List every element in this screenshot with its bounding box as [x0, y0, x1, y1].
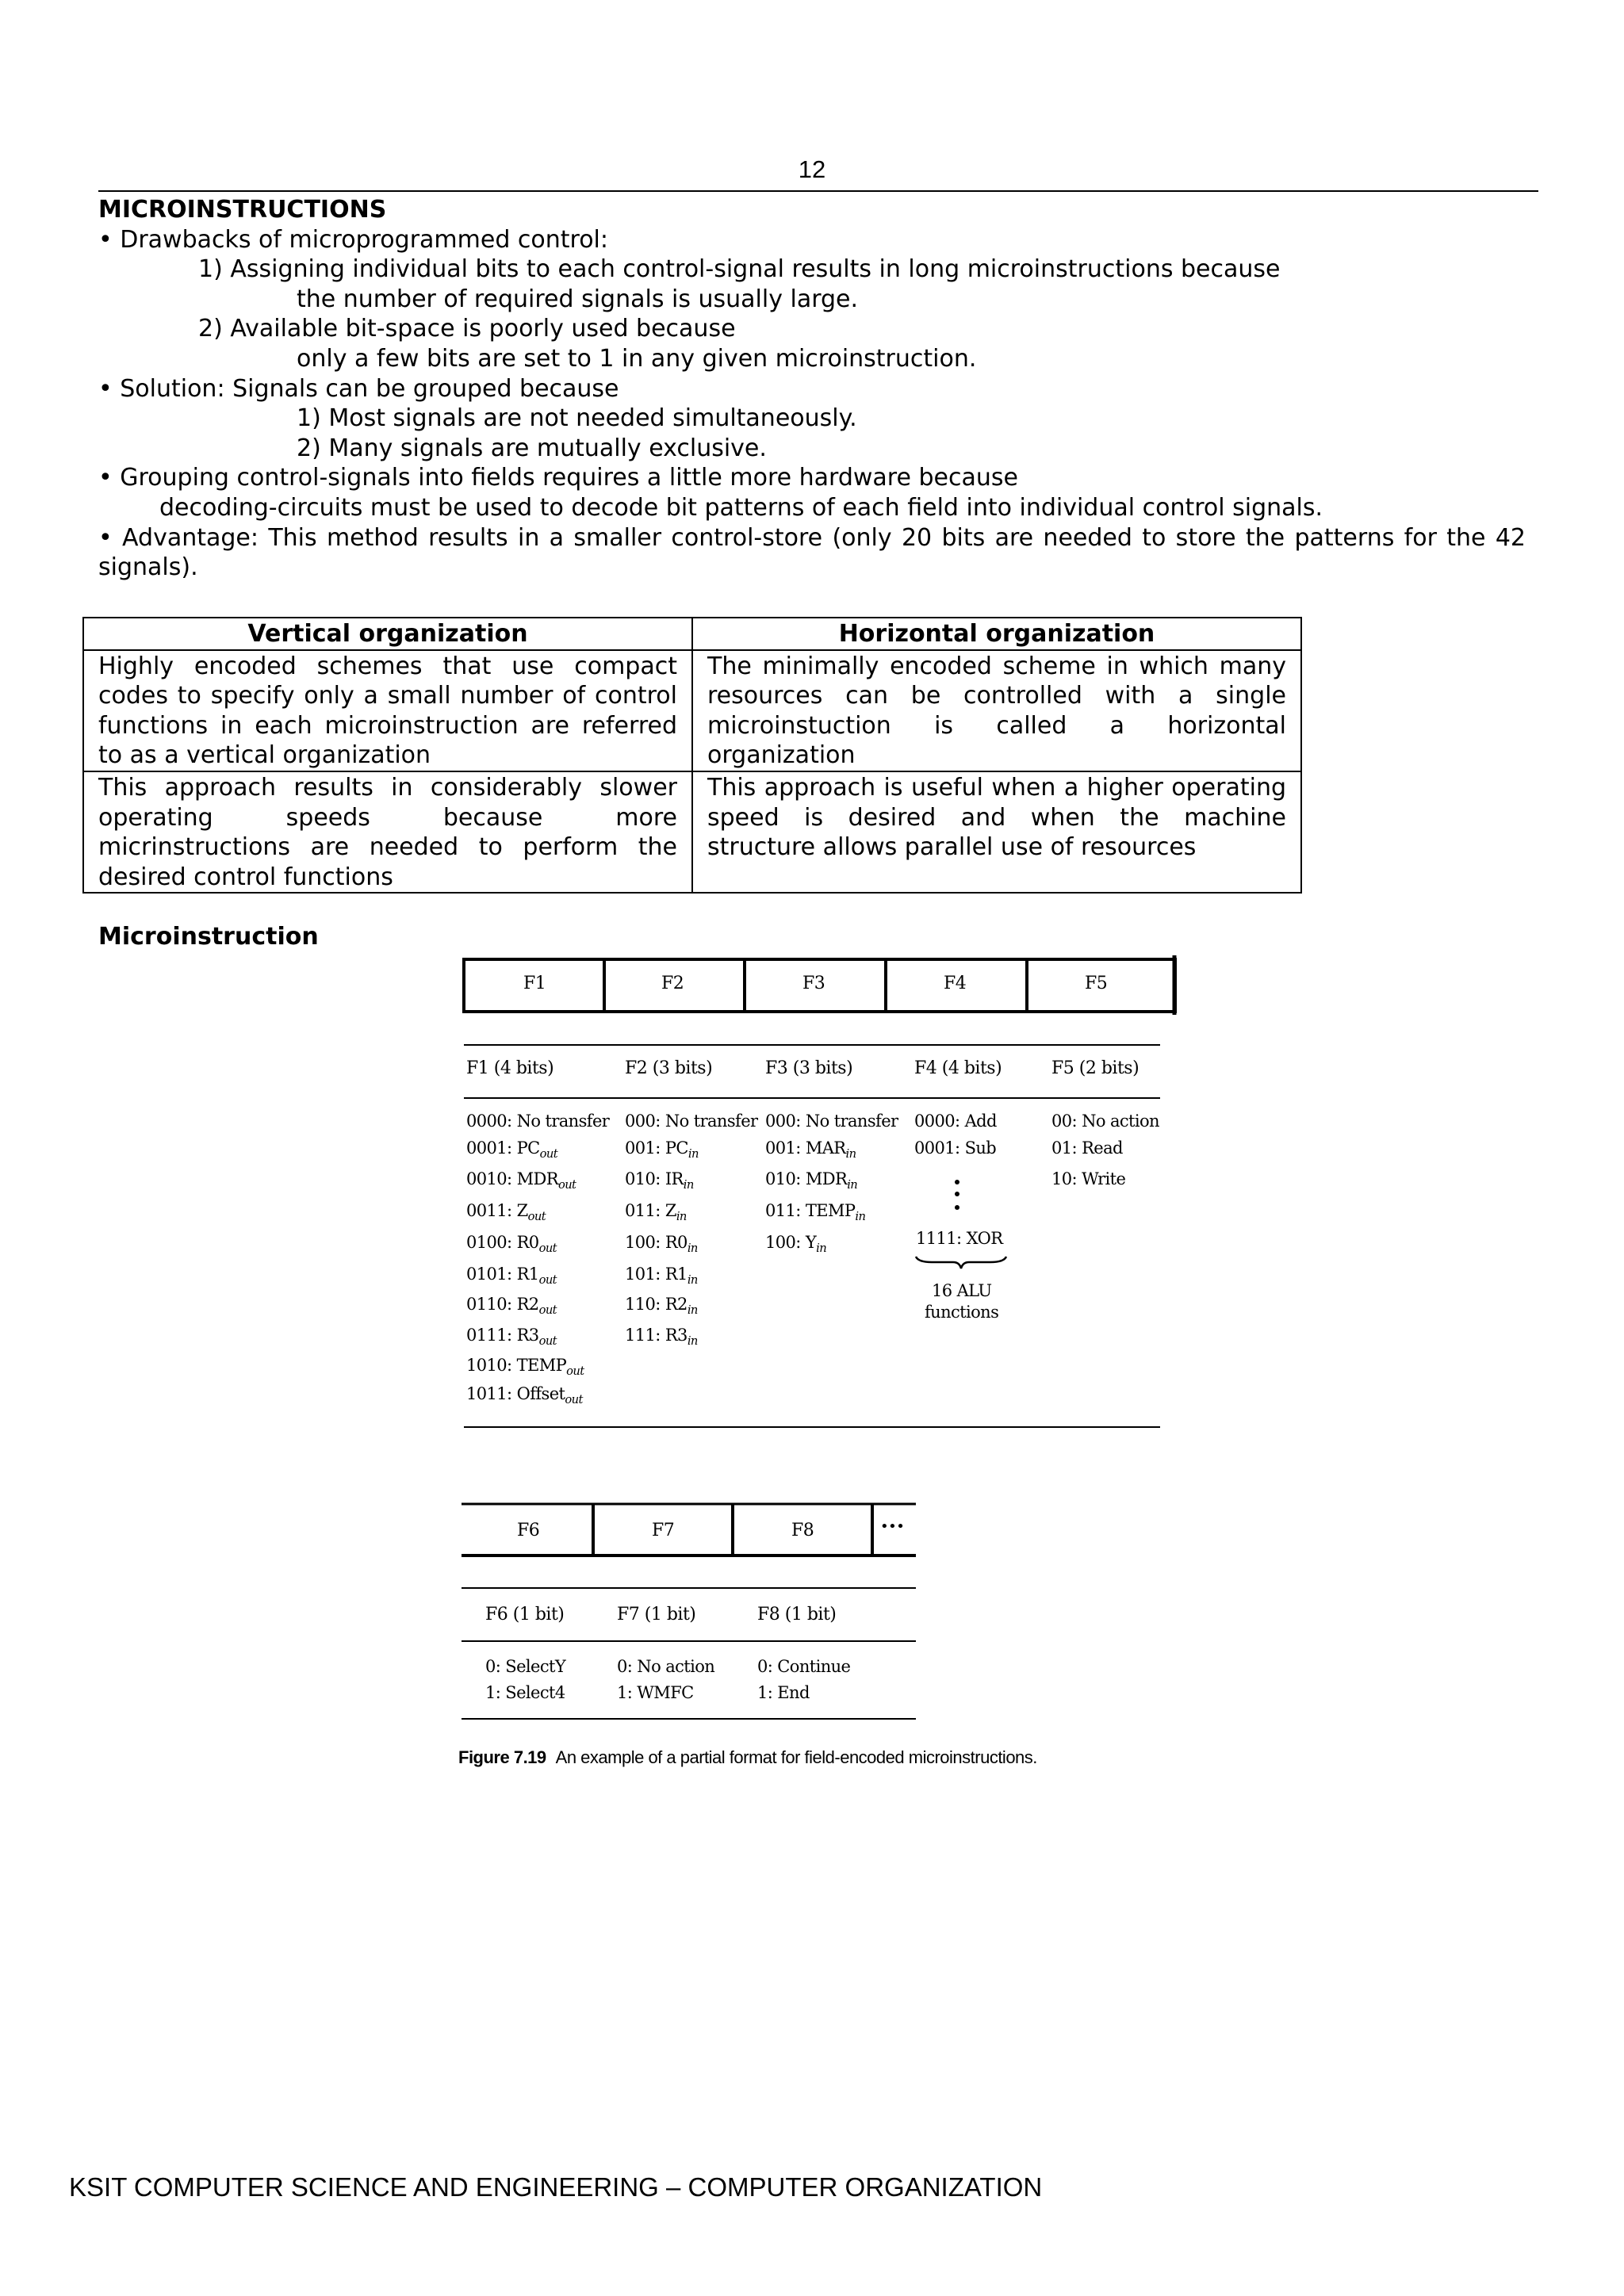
- column-header-f2: F2 (3 bits): [625, 1058, 713, 1078]
- list-item: 1010: $TEMP_{out}$: [466, 1356, 584, 1379]
- section-heading: MICROINSTRUCTIONS: [98, 196, 387, 224]
- ellipsis-dots: [955, 1180, 959, 1210]
- field-label-f3: F3: [802, 974, 825, 993]
- solution-point-1: 1) Most signals are not needed simultaneously.: [297, 404, 857, 433]
- vertical-header: Vertical organization: [83, 618, 692, 650]
- field-label-more: •••: [880, 1518, 905, 1535]
- field-label-f7: F7: [652, 1521, 675, 1540]
- drawback-item-1-cont: the number of required signals is usually large.: [297, 285, 859, 313]
- list-item: 000: No transfer: [765, 1112, 898, 1131]
- list-item: 0110: $R2_{out}$: [466, 1295, 557, 1318]
- list-item: 100: $Y_{in}$: [765, 1233, 827, 1256]
- advantage-paragraph: • Advantage: This method results in a smaller control-store (only 20 bits are needed to store the patterns for the 42 signals).: [98, 523, 1526, 582]
- list-item: 0010: $MDR_{out}$: [466, 1169, 576, 1192]
- list-item: 0: Continue: [757, 1657, 851, 1676]
- list-item: 1: WMFC: [617, 1683, 694, 1702]
- column-header-f6: F6 (1 bit): [485, 1605, 565, 1624]
- alu-note-line-1: 16 ALU: [932, 1281, 992, 1300]
- list-item: 0000: Add: [914, 1112, 997, 1131]
- list-item: 1: Select4: [485, 1683, 565, 1702]
- list-item: 010: $IR_{in}$: [625, 1169, 694, 1192]
- column-header-f1: F1 (4 bits): [466, 1058, 554, 1078]
- list-item: 001: $MAR_{in}$: [765, 1138, 856, 1161]
- list-item: 0001: Sub: [914, 1138, 997, 1158]
- microinstruction-label: Microinstruction: [98, 923, 319, 951]
- list-item: 01: Read: [1051, 1138, 1123, 1158]
- alu-note-line-2: functions: [925, 1303, 999, 1322]
- list-item: 100: $R0_{in}$: [625, 1233, 698, 1256]
- column-header-f7: F7 (1 bit): [617, 1605, 696, 1624]
- grouping-line-1: • Grouping control-signals into fields requires a little more hardware because: [98, 464, 1018, 492]
- solution-point-2: 2) Many signals are mutually exclusive.: [297, 434, 767, 462]
- field-label-f4: F4: [944, 974, 967, 993]
- column-header-f3: F3 (3 bits): [765, 1058, 853, 1078]
- list-item: 110: $R2_{in}$: [625, 1295, 698, 1318]
- field-label-f5: F5: [1085, 974, 1108, 993]
- list-item: 101: $R1_{in}$: [625, 1265, 698, 1288]
- figure-caption-text: An example of a partial format for field-encoded microinstructions.: [555, 1747, 1037, 1767]
- list-item: 0000: No transfer: [466, 1112, 610, 1131]
- grouping-line-2: decoding-circuits must be used to decode bit patterns of each field into individual control signals.: [159, 493, 1323, 522]
- list-item: 0111: $R3_{out}$: [466, 1326, 557, 1349]
- list-item: 010: $MDR_{in}$: [765, 1169, 858, 1192]
- list-item: 0100: $R0_{out}$: [466, 1233, 557, 1256]
- field-label-f6: F6: [517, 1521, 540, 1540]
- column-header-f5: F5 (2 bits): [1051, 1058, 1139, 1078]
- list-item: 1: End: [757, 1683, 810, 1702]
- list-item: 000: No transfer: [625, 1112, 758, 1131]
- drawback-item-1: 1) Assigning individual bits to each control-signal results in long microinstructions because: [198, 255, 1281, 284]
- horizontal-header: Horizontal organization: [692, 618, 1301, 650]
- table-cell: Highly encoded schemes that use compact codes to specify only a small number of control functions in each microinstruction are referred to as a vertical organization: [83, 650, 692, 771]
- column-header-f4: F4 (4 bits): [914, 1058, 1002, 1078]
- list-item: 10: Write: [1051, 1169, 1126, 1188]
- list-item: 001: $PC_{in}$: [625, 1138, 699, 1161]
- page-number: 12: [798, 155, 826, 183]
- figure-caption: [458, 1747, 1037, 1768]
- list-item: 1111: XOR: [916, 1229, 1003, 1248]
- table-cell: The minimally encoded scheme in which many resources can be controlled with a single microinstuction is called a horizontal organization: [692, 650, 1301, 771]
- column-header-f8: F8 (1 bit): [757, 1605, 837, 1624]
- list-item: 0011: $Z_{out}$: [466, 1201, 546, 1224]
- list-item: 111: $R3_{in}$: [625, 1326, 698, 1349]
- list-item: 011: $Z_{in}$: [625, 1201, 687, 1224]
- list-item: 1011: Offset$_{out}$: [466, 1384, 583, 1407]
- drawback-item-2-cont: only a few bits are set to 1 in any given microinstruction.: [297, 344, 977, 373]
- table-cell: This approach is useful when a higher operating speed is desired and when the machine structure allows parallel use of resources: [692, 771, 1301, 893]
- table-cell: This approach results in considerably slower operating speeds because more micrinstructions are needed to perform the desired control functions: [83, 771, 692, 893]
- list-item: 0101: $R1_{out}$: [466, 1265, 557, 1288]
- field-label-f1: F1: [523, 974, 546, 993]
- figure-caption-label: Figure 7.19: [458, 1747, 546, 1767]
- list-item: 0: No action: [617, 1657, 715, 1676]
- list-item: 011: $TEMP_{in}$: [765, 1201, 866, 1224]
- drawback-item-2: 2) Available bit-space is poorly used because: [198, 315, 736, 343]
- list-item: 00: No action: [1051, 1112, 1159, 1131]
- drawbacks-intro: • Drawbacks of microprogrammed control:: [98, 225, 608, 254]
- page-footer: KSIT COMPUTER SCIENCE AND ENGINEERING – COMPUTER ORGANIZATION: [69, 2172, 1043, 2202]
- solution-intro: • Solution: Signals can be grouped because: [98, 374, 619, 403]
- field-label-f8: F8: [791, 1521, 814, 1540]
- list-item: 0: SelectY: [485, 1657, 566, 1676]
- field-label-f2: F2: [661, 974, 684, 993]
- list-item: 0001: $PC_{out}$: [466, 1138, 557, 1161]
